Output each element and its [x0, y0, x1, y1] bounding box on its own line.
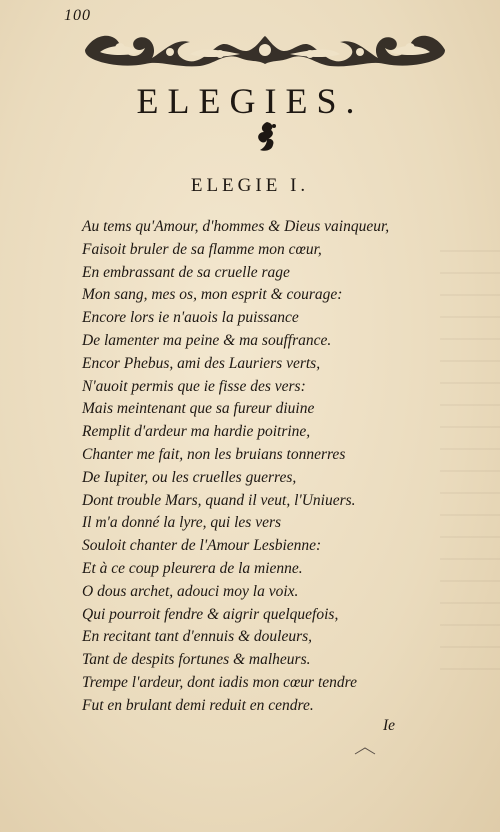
verse-line: Au tems qu'Amour, d'hommes & Dieus vainqueur, [82, 218, 390, 235]
verse-line: Qui pourroit fendre & aigrir quelquefois, [82, 605, 339, 623]
elegy-title: ELEGIE I. [190, 175, 310, 196]
page-title: ELEGIES. [136, 81, 364, 121]
verse-line: Encor Phebus, ami des Lauriers verts, [82, 354, 321, 372]
verse-line: De lamenter ma peine & ma souffrance. [82, 331, 332, 349]
verse-line: Mon sang, mes os, mon esprit & courage: [82, 286, 343, 304]
page-number: 100 [64, 7, 91, 24]
fleuron-ornament-icon [254, 120, 280, 154]
verse-line: Faisoit bruler de sa flamme mon cœur, [82, 240, 322, 258]
verse-line: Dont trouble Mars, quand il veut, l'Uniuers. [82, 491, 356, 509]
pencil-caret-mark [354, 747, 376, 755]
catchword: Ie [383, 717, 396, 734]
poem-text [82, 216, 482, 718]
verse-line: De Iupiter, ou les cruelles guerres, [82, 468, 297, 486]
verse-line: Tant de despits fortunes & malheurs. [82, 651, 311, 669]
verse-line: Mais meintenant que sa fureur diuine [82, 400, 315, 418]
verse-line: Et à ce coup pleurera de la mienne. [82, 559, 303, 577]
verse-line: Fut en brulant demi reduit en cendre. [82, 696, 314, 714]
verse-line: En recitant tant d'ennuis & douleurs, [82, 628, 313, 646]
verse-line: Encore lors ie n'auois la puissance [82, 309, 299, 327]
verse-line: En embrassant de sa cruelle rage [82, 263, 290, 281]
verse-line: Souloit chanter de l'Amour Lesbienne: [82, 537, 322, 555]
verse-line: Remplit d'ardeur ma hardie poitrine, [82, 423, 311, 441]
verse-line: Trempe l'ardeur, dont iadis mon cœur tendre [82, 673, 357, 691]
decorative-header-band [80, 30, 450, 70]
verse-line: Chanter me fait, non les bruians tonnerres [82, 445, 346, 463]
verse-line: N'auoit permis que ie fisse des vers: [82, 377, 306, 395]
verse-line: Il m'a donné la lyre, qui les vers [82, 514, 282, 532]
verse-line: O dous archet, adouci moy la voix. [82, 582, 299, 600]
